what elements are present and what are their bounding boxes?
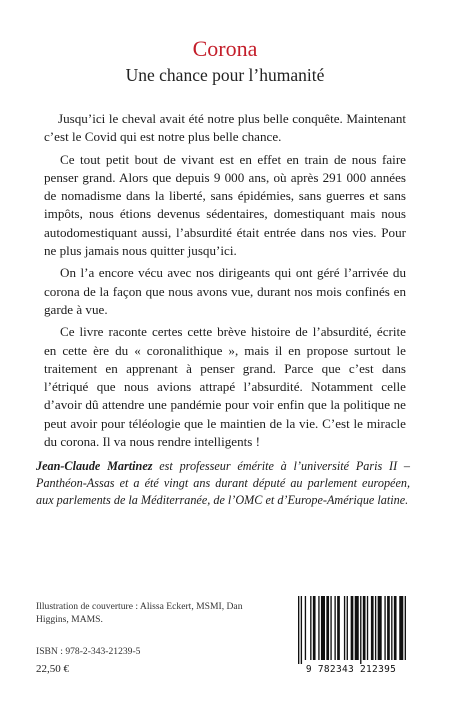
barcode-bars [290,594,412,666]
author-note [36,458,410,509]
isbn: ISBN : 978-2-343-21239-5 [36,646,141,657]
barcode [290,594,412,678]
blurb-paragraph: Ce livre raconte certes cette brève histoire de l’absurdité, écrite en cette ère du « coronalithique », mais il en propose surtout le traitement en apprenant à penser grand. Parce que c’est dans l’étriqué que nous avions attrapé l’absurdité. Notamment celle d’avoir dû attendre une pandémie pour voir enfin que la politique ne peut avoir pour téléologie que le maintien de la vie. C’est le miracle du corona. Il va nous rendre intelligents ! [44,324,406,450]
price: 22,50 € [36,663,69,675]
author-bio: est professeur émérite à l’université Paris II – Panthéon-Assas et a été vingt ans durant député au parlement européen, aux parlements de la Méditerranée, de l’OMC et d’Europe-Amérique latine. [36,459,410,507]
blurb [44,110,406,455]
cover-credits: Illustration de couverture : Alissa Eckert, MSMI, Dan Higgins, MAMS. [36,601,243,625]
blurb-paragraph: Jusqu’ici le cheval avait été notre plus belle conquête. Maintenant c’est le Covid qui est notre plus belle chance. [44,111,406,145]
barcode-digits: 9 782343 212395 [305,664,397,675]
blurb-paragraph: On l’a encore vécu avec nos dirigeants qui ont géré l’arrivée du corona de la façon que nous avons vue, durant nos mois confinés en garde à vue. [44,265,406,317]
book-subtitle: Une chance pour l’humanité [125,65,325,85]
author-name: Jean-Claude Martinez [36,459,153,473]
blurb-paragraph: Ce tout petit bout de vivant est en effet en train de nous faire penser grand. Alors que depuis 9 000 ans, où après 291 000 années de nomadisme dans la liberté, sans épidémies, sans guerres et sans impôts, nous étions devenus sédentaires, domestiquant mais nous autodomestiquant aussi, l’absurdité était entrée dans nos vies. Pour ne plus jamais nous quitter jusqu’ici. [44,151,406,259]
book-title: Corona [192,36,258,61]
